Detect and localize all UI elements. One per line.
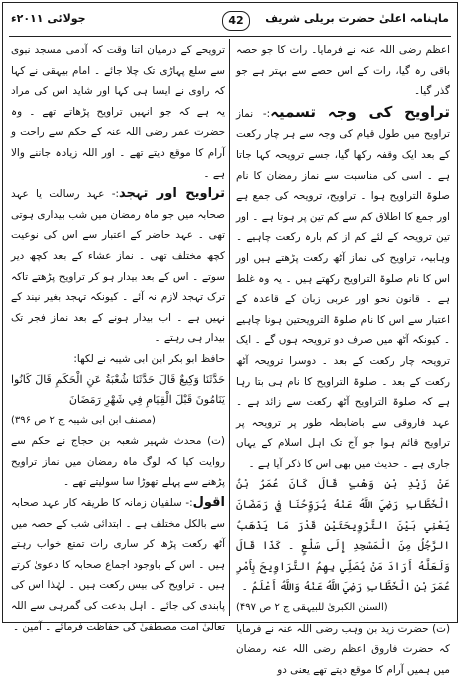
left-paragraph-2: :- عہد رسالت یا عہد صحابہ میں جو ماہ رمضان میں شب بیداری ہوتی تھی ۔ عہد حاضر کے اعتبار سے اس کی نوعیت کچھ مختلف تھی ۔ نماز عشاء کے بعد کچھ دیر سوتے ۔ اس کے بعد بیدار ہو کر تراویح پڑھتے تاکہ ترک تہجد لازم نہ آئے ۔ کیونکہ تہجد بغیر نیند کے نہیں ہے ۔ اب بیدار ہونے کے بعد نماز فجر تک بیدار ہی رہتے ۔ — [11, 188, 225, 345]
issue-date: جولائی ۲۰۱۱ء — [11, 12, 86, 25]
page-number: 42 — [222, 11, 250, 31]
arabic-hadith-2: حَدَّثَنَا وَكِيعٌ قَالَ حَدَّثَنَا شُعْبَةُ عَنِ الْحَكَمِ قَالَ كَانُوا يَنَامُونَ قَبْلَ الْقِيَامِ فِي شَهْرِ رَمَضَانَ — [11, 372, 225, 407]
right-paragraph-3: (ت) حضرت زید بن وہب رضی اللہ عنہ نے فرمایا کہ حضرت فاروق اعظم رضی اللہ عنہ رمضان میں ہمیں آرام کا موقع دیتے تھے یعنی دو — [236, 622, 450, 676]
magazine-title: ماہنامہ اعلیٰ حضرت بریلی شریف — [265, 12, 449, 25]
right-column — [236, 40, 450, 680]
magazine-page — [2, 2, 458, 676]
aqool-label: اقول — [192, 495, 225, 511]
left-paragraph-4: (ت) محدث شہیر شعبہ بن حجاج نے حکم سے روایت کیا کہ لوگ ماہ رمضان میں نماز تراویح پڑھنے سے پہلے تھوڑا سا سولیتے تھے ۔ — [11, 435, 225, 489]
left-paragraph-5: :- سلفیان زمانہ کا طریقہ کار عہد صحابہ سے بالکل مختلف ہے ۔ ابتدائی شب کے حصہ میں آٹھ رکعت پڑھ کر ساری رات تمتع خواب رہتے ہیں ۔ اس کے باوجود اجماع صحابہ کا دعویٰ کرتے ہیں ۔ تراویح کی بیس رکعت ہیں ۔ لہٰذا اس کی پابندی کی جائے ۔ اہل بدعت کی گمرہی سے اللہ تعالیٰ امت مصطفیٰ کی حفاظت فرمائے ۔ آمین ۔ — [11, 497, 225, 633]
right-paragraph-1: اعظم رضی اللہ عنہ نے فرمایا۔ رات کا جو حصہ باقی رہ گیا، رات کے اس حصے سے بہتر ہے جو گذر گیا۔ — [236, 44, 450, 98]
left-column — [11, 40, 225, 637]
source-reference-1: (السنن الکبریٰ للبیہقی ج ۲ ص ۴۹۷) — [236, 602, 388, 614]
source-reference-2: (مصنف ابن ابی شیبہ ج ۲ ص ۳۹۶) — [11, 414, 156, 426]
section-heading-tahajjud: تراویح اور تہجد — [118, 186, 225, 202]
aqool-section — [11, 493, 225, 637]
page-header — [9, 6, 451, 37]
right-paragraph-2: :- نماز تراویح میں طول قیام کی وجہ سے ہر چار رکعت کے بعد ایک وقفہ رکھا گیا، جسے ترویحہ کہا جاتا ہے ۔ اسی کی مناسبت سے نماز رمضان کا نام صلوۃ التراویح ہوا ۔ تراویح، ترویحہ کی جمع ہے اور جمع کا اطلاق کم سے کم تین پر ہوتا ہے ۔ اور تین ترویحہ کے لئے کم از کم بارہ رکعت چاہیے ۔ وہابیہ، تراویح کی نماز آٹھ رکعت پڑھتے ہیں اور اس کا نام صلوۃ التراویح رکھتے ہیں ۔ یہ وہ غلط ہے ۔ قانون نحو اور عربی زبان کے قاعدہ کے اعتبار سے اس کا نام صلوۃ الترویحتین ہونا چاہیے ۔ کیونکہ آٹھ میں صرف دو ترویحہ ہوں گے ۔ ایک ترویحہ چار رکعت کے بعد ۔ دوسرا ترویحہ آٹھ رکعت کے بعد ۔ صلوۃ التراویح کا نام ہی بتا رہا ہے کہ صلوۃ التراویح آٹھ رکعت سے زائد ہے ۔ عہد فاروقی سے باضابطہ طور پر ترویحہ پر تراویح قائم ہوا جو آج تک اہل اسلام کے یہاں جاری ہے ۔ حدیث میں بھی اس کا ذکر آیا ہے ۔ — [236, 107, 450, 470]
tarawih-tahajjud-section — [11, 184, 225, 349]
column-divider — [229, 39, 230, 616]
section-heading-naming: تراویح کی وجہ تسمیہ — [270, 102, 450, 121]
tarawih-naming-section — [236, 102, 450, 475]
left-paragraph-1: ترویحے کے درمیان اتنا وقت کہ آدمی مسجد نبوی سے سلع پہاڑی تک چلا جائے ۔ امام بیہقی نے کہا کہ راوی نے ایسا ہی کہا اور شاید اس کی مراد یہ ہے کہ جو انہیں تراویح پڑھاتے تھے ۔ وہ حضرت عمر رضی اللہ عنہ کے حکم سے راحت و آرام کا موقع دیتے تھے ۔ اور اللہ زیادہ جاننے والا ہے ۔ — [11, 44, 225, 180]
arabic-hadith-1: عَنْ زَيْدِ بْنِ وَهْبٍ قَالَ كَانَ عُمَرُ بْنُ الْخَطَّابِ رَضِيَ اللَّهُ عَنْهُ يُرَوِّحُنَا فِي رَمَضَانَ يَعْنِي بَيْنَ التَّرْوِيحَتَيْنِ قَدْرَ مَا يَذْهَبُ الرَّجُلُ مِنَ الْمَسْجِدِ إِلَى سَلْعٍ ۔ كَذَا قَالَ وَلَعَلَّهُ أَرَادَ مَنْ يُصَلِّي بِهِمُ التَّرَاوِيحَ بِأَمْرِ عُمَرَ بْنِ الْخَطَّابِ رَضِيَ اللَّهُ عَنْهُ وَاللَّهُ أَعْلَمُ ۔ — [236, 477, 450, 594]
left-paragraph-3: حافظ ابو بکر ابن ابی شیبہ نے لکھا: — [73, 352, 225, 365]
